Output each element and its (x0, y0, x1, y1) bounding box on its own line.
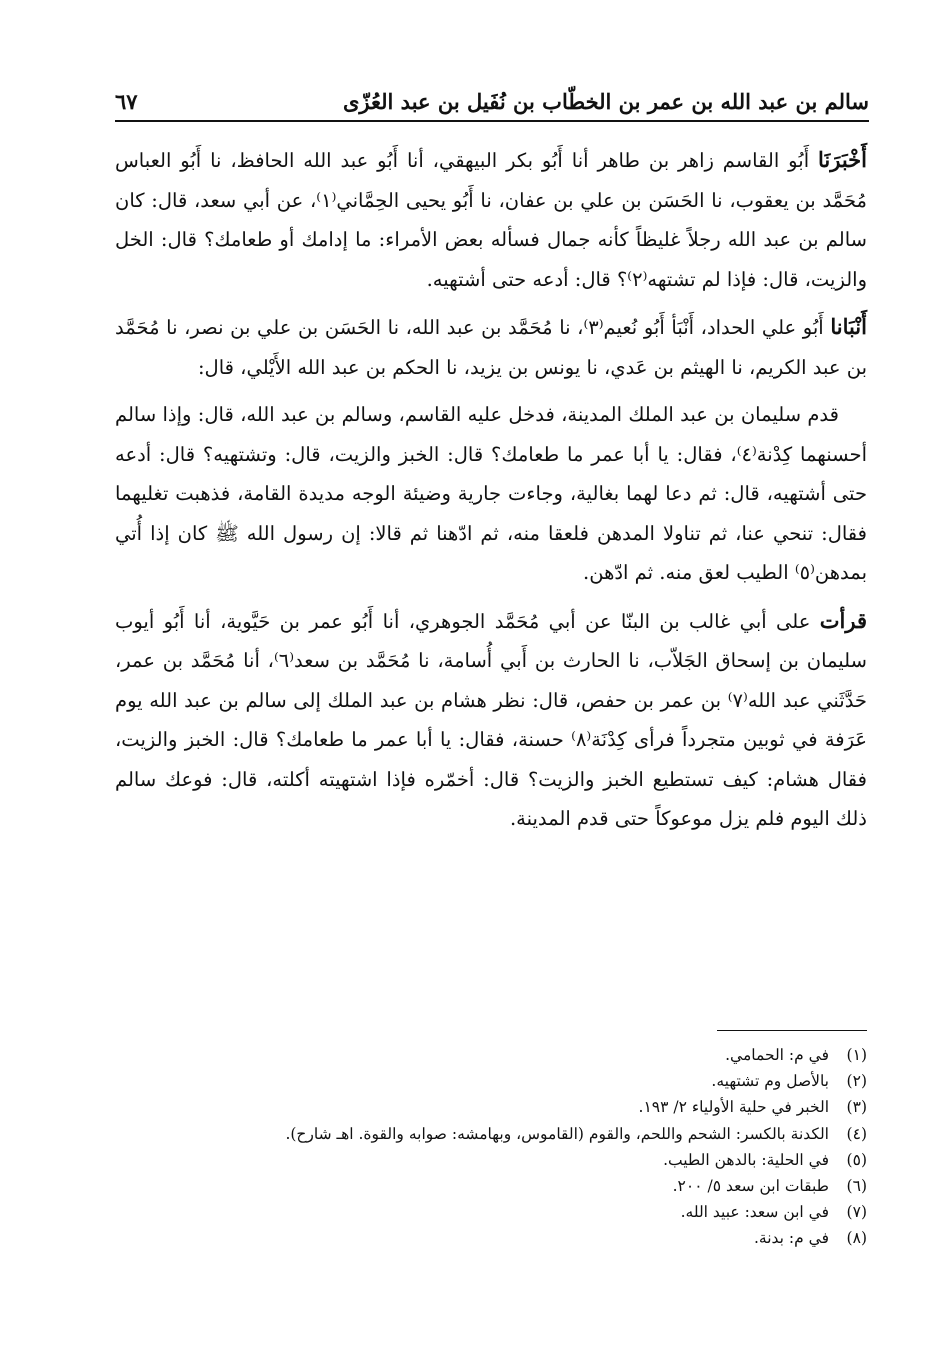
footnote (115, 1068, 867, 1094)
footnote-text: في ابن سعد: عبيد الله. (680, 1203, 829, 1222)
paragraph-4 (115, 601, 867, 839)
paragraph-3 (115, 395, 867, 593)
footnote-number: (٣) (846, 1098, 867, 1117)
footnote-number: (٧) (846, 1203, 867, 1222)
running-title: سالم بن عبد الله بن عمر بن الخطّاب بن نُفَيل بن عبد العُزّى (342, 89, 869, 114)
footnote-text: في الحلية: بالدهن الطيب. (663, 1150, 829, 1169)
footnote (115, 1042, 867, 1068)
paragraph-lead: قرأت (819, 607, 867, 633)
footnote-text: الخبر في حلية الأولياء ٢/ ١٩٣. (638, 1098, 829, 1117)
footnote-number: (٥) (846, 1150, 867, 1169)
footnote-number: (٨) (846, 1229, 867, 1248)
footnote-text: بالأصل وم تشتهيه. (711, 1072, 829, 1091)
footnote-text: طبقات ابن سعد ٥/ ٢٠٠. (672, 1177, 829, 1196)
paragraph-text: أَبُو علي الحداد، أَنْبَأ أَبُو نُعيم⁽٣⁾، نا مُحَمَّد بن عبد الله، نا الحَسَن بن علي بن نصر، نا مُحَمَّد بن عبد الكريم، نا الهيثم بن عَدي، نا يونس بن يزيد، نا الحكم بن عبد الله الأَيْلي، قال: (115, 316, 867, 379)
paragraph-text: أَبُو القاسم زاهر بن طاهر أنا أَبُو بكر البيهقي، أنا أَبُو عبد الله الحافظ، نا أَبُو العباس مُحَمَّد بن يعقوب، نا الحَسَن بن علي بن عفان، نا أَبُو يحيى الحِمَّاني⁽١⁾، عن أبي سعد، قال: كان سالم بن عبد الله رجلاً غليظاً كأنه جمال فسأله بعض الأمراء: ما إدامك أو طعامك؟ قال: الخل والزيت، قال: فإذا لم تشتهه⁽٢⁾؟ قال: أدعه حتى أشتهيه. (115, 149, 867, 291)
page-header (115, 76, 869, 122)
paragraph-lead: أَنْبَانا (830, 314, 867, 339)
footnote-number: (٢) (846, 1072, 867, 1091)
paragraph-1 (115, 140, 867, 299)
paragraph-text: قدم سليمان بن عبد الملك المدينة، فدخل عليه القاسم، وسالم بن عبد الله، قال: وإذا سالم أحسنهما كِدْنة⁽٤⁾، فقال: يا أبا عمر ما طعامك؟ قال: الخبز والزيت، قال: وتشتهيه؟ قال: أدعه حتى أشتهيه، قال: ثم دعا لهما بغالية، وجاءت جارية وضيئة الوجه مديدة القامة، فذهبت تغليهما فقال: تنحي عنا، ثم تناولا المدهن فلعقا منه، ثم ادّهنا ثم قالا: إن رسول الله ﷺ كان إذا أُتي بمدهن⁽٥⁾ الطيب لعق منه. ثم ادّهن. (115, 403, 868, 584)
footnote-text: في م: بدنة. (753, 1229, 829, 1248)
footnotes-list (115, 1042, 867, 1252)
footnote-number: (٤) (846, 1124, 867, 1143)
footnote (115, 1147, 867, 1173)
footnote-divider (717, 1030, 867, 1031)
footnote-text: في م: الحمامي. (725, 1046, 829, 1064)
footnote-number: (٦) (846, 1177, 867, 1196)
footnote-number: (١) (846, 1046, 867, 1064)
page-number: ٦٧ (115, 89, 138, 114)
footnote (115, 1225, 867, 1251)
footnote (115, 1199, 867, 1225)
footnote (115, 1173, 867, 1199)
paragraph-lead: أَخْبَرَنَا (818, 147, 867, 172)
footnote-text: الكدنة بالكسر: الشحم واللحم، والقوم (القاموس، وبهامشه: صوابه والقوة. اهـ شارح). (285, 1124, 829, 1143)
main-text (115, 140, 867, 847)
paragraph-2 (115, 307, 867, 387)
footnote (115, 1094, 867, 1120)
footnote (115, 1121, 867, 1147)
paragraph-text: على أبي غالب بن البنّا عن أبي مُحَمَّد الجوهري، أنا أَبُو عمر بن حَيَّوية، أنا أَبُو أيوب سليمان بن إسحاق الجَلاّب، نا الحارث بن أَبي أُسامة، نا مُحَمَّد بن سعد⁽٦⁾، أنا مُحَمَّد بن عمر، حَدَّثَني عبد الله⁽٧⁾ بن عمر بن حفص، قال: نظر هشام بن عبد الملك إلى سالم بن عبد الله يوم عَرَفة في ثوبين متجرداً فرأى كِدْنَة⁽٨⁾ حسنة، فقال: يا أبا عمر ما طعامك؟ قال: الخبز والزيت، فقال هشام: كيف تستطيع الخبز والزيت؟ قال: أخمّره فإذا اشتهيته أكلته، قال: فوعك سالم ذلك اليوم فلم يزل موعوكاً حتى قدم المدينة. (115, 609, 867, 830)
